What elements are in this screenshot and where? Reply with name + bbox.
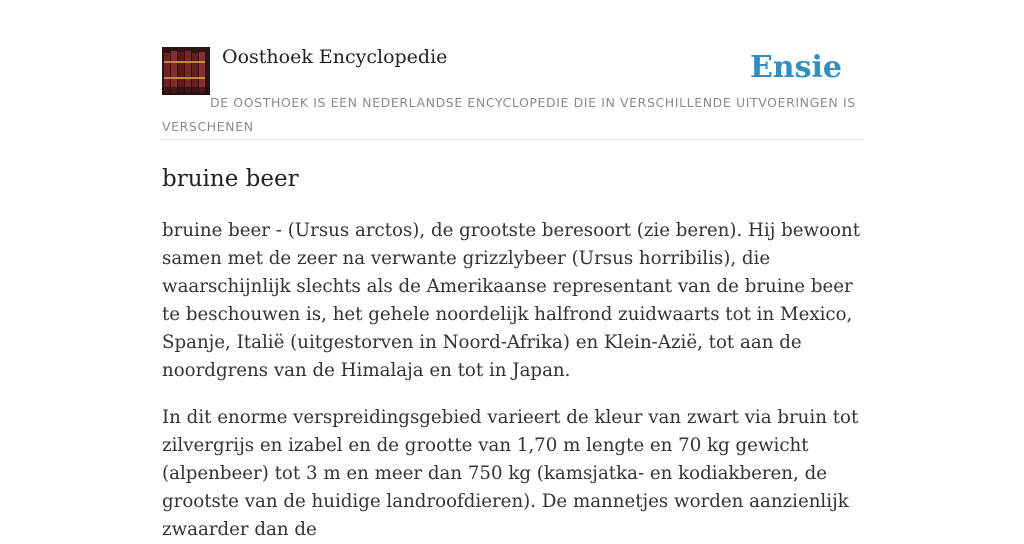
article-paragraph: In dit enorme verspreidingsgebied varieert de kleur van zwart via bruin tot zilvergrijs en izabel en de grootte van 1,70 m lengte en 70 kg gewicht (alpenbeer) tot 3 m en meer dan 750 kg (kamsjatka- en kodiakberen, de grootste van de huidige landroofdieren). De mannetjes worden aanzienlijk zwaarder dan de [162,407,859,540]
book-spines-icon [162,47,210,95]
source-avatar[interactable] [162,47,210,95]
brand-logo[interactable]: Ensie [749,50,842,85]
source-name[interactable]: Oosthoek Encyclopedie [222,46,448,68]
article-paragraph: bruine beer - (Ursus arctos), de grootste beresoort (zie beren). Hij bewoont samen met de zeer na verwante grizzlybeer (Ursus horribilis), die waarschijnlijk slechts als de Amerikaanse representant van de bruine beer te beschouwen is, het gehele noordelijk halfrond zuidwaarts tot in Mexico, Spanje, Italië (uitgestorven in Noord-Afrika) en Klein-Azië, tot aan de noordgrens van de Himalaja en tot in Japan. [162,220,861,381]
article-title: bruine beer [162,166,299,192]
source-description: DE OOSTHOEK IS EEN NEDERLANDSE ENCYCLOPEDIE DIE IN VERSCHILLENDE UITVOERINGEN IS VERSCHENEN [162,95,856,134]
site-header [162,46,862,140]
article [162,160,862,544]
